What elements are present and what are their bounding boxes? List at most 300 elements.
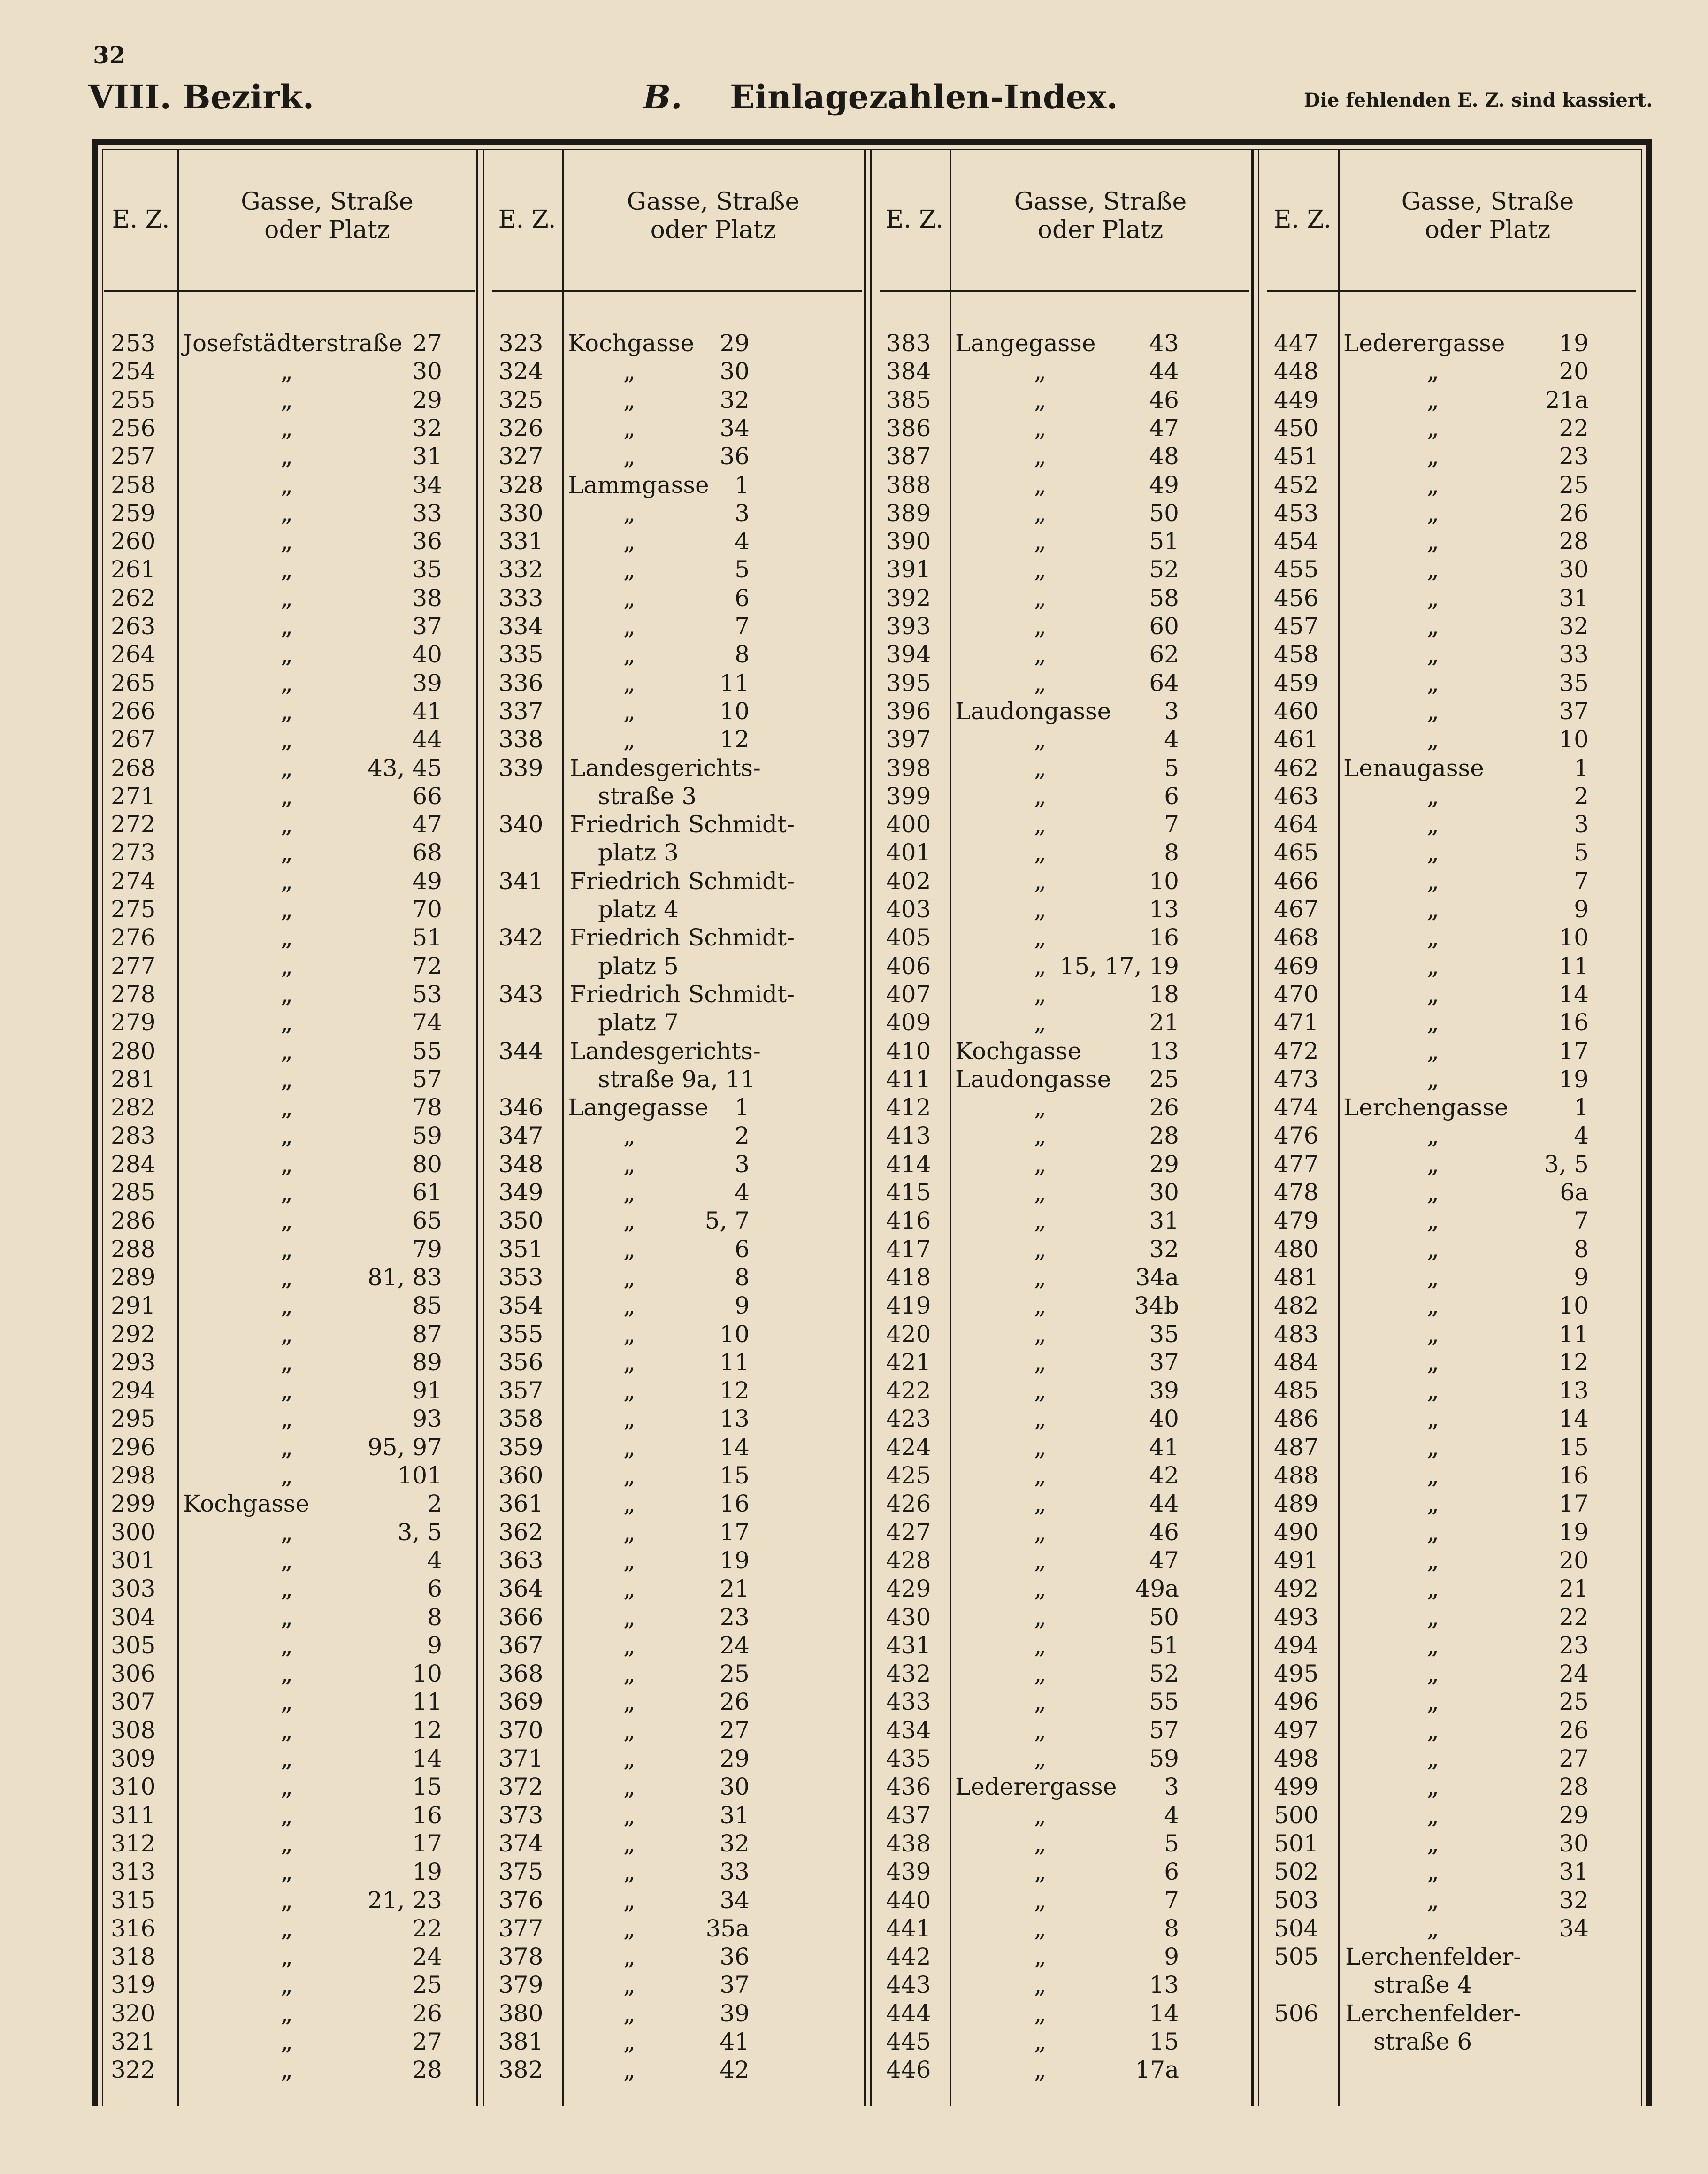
ditto-mark: „ [1034, 358, 1046, 385]
ditto-mark: „ [1427, 471, 1439, 499]
entry-number: 412 [886, 1094, 931, 1122]
entry-number: 311 [111, 1801, 156, 1829]
house-number: 10 [1559, 1292, 1589, 1320]
house-number: 48 [1149, 443, 1179, 470]
entry-number: 361 [498, 1490, 544, 1518]
entry-number: 502 [1274, 1858, 1319, 1886]
entry-number: 259 [111, 499, 156, 527]
house-number: 6 [735, 1235, 750, 1263]
house-number: 39 [1149, 1377, 1179, 1405]
house-number: 65 [412, 1207, 442, 1235]
entry-number: 378 [498, 1943, 544, 1971]
entry-number: 342 [498, 924, 544, 952]
house-number: 15 [1559, 1433, 1589, 1461]
column-divider [483, 149, 484, 2106]
house-number: 21 [1559, 1575, 1589, 1603]
entry-number: 308 [111, 1716, 156, 1744]
entry-number: 332 [498, 556, 544, 584]
entry-number: 477 [1274, 1150, 1319, 1178]
house-number: 36 [720, 1943, 750, 1971]
ditto-mark: „ [1034, 414, 1046, 442]
house-number: 35 [412, 556, 442, 584]
house-number: 26 [720, 1688, 750, 1716]
entry-number: 483 [1274, 1320, 1319, 1348]
house-number: 13 [1149, 896, 1179, 923]
entry-number: 405 [886, 924, 931, 952]
entry-number: 456 [1274, 584, 1319, 612]
house-number: 44 [1149, 358, 1179, 385]
street-name: Lerchenfelder- [1345, 1943, 1522, 1971]
house-number: 31 [1149, 1207, 1179, 1235]
ditto-mark: „ [623, 584, 636, 612]
house-number: 14 [1559, 1405, 1589, 1433]
entry-number: 446 [886, 2056, 931, 2084]
house-number: 30 [1149, 1179, 1179, 1206]
entry-number: 500 [1274, 1801, 1319, 1829]
house-number: 2 [735, 1122, 750, 1150]
ditto-mark: „ [623, 1745, 636, 1772]
entry-number: 409 [886, 1009, 931, 1037]
entry-number: 312 [111, 1829, 156, 1857]
entry-number: 379 [498, 1971, 544, 1999]
house-number: 46 [1149, 1518, 1179, 1546]
ditto-mark: „ [281, 1405, 293, 1433]
entry-number: 356 [498, 1348, 544, 1376]
ditto-mark: „ [1034, 726, 1046, 753]
house-number: 95, 97 [367, 1433, 442, 1461]
house-number: 68 [412, 839, 442, 867]
entry-number: 443 [886, 1971, 931, 1999]
entry-number: 255 [111, 386, 156, 414]
column-divider [864, 149, 866, 2106]
entry-number: 414 [886, 1150, 931, 1178]
house-number: 35 [1559, 669, 1589, 697]
house-number: 42 [720, 2056, 750, 2084]
house-number: 93 [412, 1405, 442, 1433]
house-number: 30 [412, 358, 442, 385]
house-number: 23 [1559, 1631, 1589, 1659]
entry-number: 310 [111, 1773, 156, 1801]
house-number: 46 [1149, 386, 1179, 414]
house-number: 11 [1559, 952, 1589, 980]
house-number: 9 [1574, 896, 1589, 923]
entry-number: 271 [111, 782, 156, 810]
ditto-mark: „ [1034, 2028, 1046, 2055]
house-number: 62 [1149, 641, 1179, 668]
entry-number: 261 [111, 556, 156, 584]
house-number: 81, 83 [367, 1263, 442, 1291]
entry-number: 320 [111, 1999, 156, 2027]
house-number: 28 [1559, 1773, 1589, 1801]
ditto-mark: „ [1034, 1348, 1046, 1376]
column-divider [476, 149, 478, 2106]
house-number: 51 [1149, 1631, 1179, 1659]
house-number: 50 [1149, 499, 1179, 527]
entry-number: 316 [111, 1914, 156, 1942]
ditto-mark: „ [1427, 556, 1439, 584]
house-number: 34 [1559, 1914, 1589, 1942]
entry-number: 505 [1274, 1943, 1319, 1971]
house-number: 10 [412, 1660, 442, 1688]
house-number: 4 [427, 1546, 442, 1574]
ditto-mark: „ [623, 1631, 636, 1659]
entry-number: 328 [498, 471, 544, 499]
street-name-continued: platz 3 [598, 839, 679, 867]
house-number: 15 [1149, 2028, 1179, 2055]
house-number: 3 [735, 499, 750, 527]
ditto-mark: „ [281, 414, 293, 442]
entry-number: 391 [886, 556, 931, 584]
entry-number: 360 [498, 1462, 544, 1489]
ditto-mark: „ [1034, 443, 1046, 470]
ditto-mark: „ [1034, 1207, 1046, 1235]
street-name: Friedrich Schmidt- [570, 811, 795, 838]
ditto-mark: „ [281, 2056, 293, 2084]
entry-number: 376 [498, 1886, 544, 1914]
house-number: 26 [412, 1999, 442, 2027]
house-number: 17 [1559, 1490, 1589, 1518]
ditto-mark: „ [1034, 811, 1046, 838]
header-street: Gasse, Straße oder Platz [241, 188, 414, 244]
house-number: 31 [412, 443, 442, 470]
entry-number: 368 [498, 1660, 544, 1688]
house-number: 51 [412, 924, 442, 952]
entry-number: 421 [886, 1348, 931, 1376]
ditto-mark: „ [281, 839, 293, 867]
house-number: 8 [427, 1603, 442, 1631]
street-name: Lenaugasse [1343, 754, 1484, 782]
entry-number: 339 [498, 754, 544, 782]
entry-number: 438 [886, 1829, 931, 1857]
house-number: 12 [412, 1716, 442, 1744]
ditto-mark: „ [1427, 1207, 1439, 1235]
street-name: Langegasse [955, 330, 1096, 357]
ditto-mark: „ [1034, 1914, 1046, 1942]
entry-number: 253 [111, 330, 156, 357]
ditto-mark: „ [1034, 1575, 1046, 1603]
house-number: 31 [1559, 584, 1589, 612]
street-name: Friedrich Schmidt- [570, 980, 795, 1008]
house-number: 25 [412, 1971, 442, 1999]
entry-number: 422 [886, 1377, 931, 1405]
entry-number: 463 [1274, 782, 1319, 810]
ditto-mark: „ [623, 697, 636, 725]
house-number: 55 [412, 1037, 442, 1065]
ditto-mark: „ [623, 641, 636, 668]
header-ez: E. Z. [498, 206, 556, 234]
entry-number: 357 [498, 1377, 544, 1405]
section-letter: B. [643, 77, 682, 116]
entry-number: 476 [1274, 1122, 1319, 1150]
entry-number: 418 [886, 1263, 931, 1291]
ditto-mark: „ [623, 1999, 636, 2027]
ez-separator [177, 149, 179, 2106]
house-number: 19 [412, 1858, 442, 1886]
entry-number: 350 [498, 1207, 544, 1235]
ditto-mark: „ [281, 1150, 293, 1178]
ditto-mark: „ [1427, 358, 1439, 385]
ditto-mark: „ [1427, 980, 1439, 1008]
entry-number: 468 [1274, 924, 1319, 952]
street-name: Lerchengasse [1343, 1094, 1509, 1122]
ditto-mark: „ [281, 641, 293, 668]
house-number: 27 [1559, 1745, 1589, 1772]
street-name: Lammgasse [568, 471, 709, 499]
house-number: 8 [735, 1263, 750, 1291]
entry-number: 292 [111, 1320, 156, 1348]
ditto-mark: „ [281, 1546, 293, 1574]
entry-number: 338 [498, 726, 544, 753]
ditto-mark: „ [1427, 1179, 1439, 1206]
entry-number: 467 [1274, 896, 1319, 923]
entry-number: 424 [886, 1433, 931, 1461]
entry-number: 375 [498, 1858, 544, 1886]
entry-number: 381 [498, 2028, 544, 2055]
header-ez: E. Z. [112, 206, 170, 234]
entry-number: 397 [886, 726, 931, 753]
entry-number: 401 [886, 839, 931, 867]
house-number: 12 [720, 726, 750, 753]
house-number: 39 [412, 669, 442, 697]
entry-number: 406 [886, 952, 931, 980]
ditto-mark: „ [623, 726, 636, 753]
ditto-mark: „ [281, 1122, 293, 1150]
entry-number: 306 [111, 1660, 156, 1688]
ditto-mark: „ [623, 2056, 636, 2084]
ditto-mark: „ [281, 386, 293, 414]
ditto-mark: „ [1034, 924, 1046, 952]
house-number: 32 [412, 414, 442, 442]
entry-number: 284 [111, 1150, 156, 1178]
entry-number: 272 [111, 811, 156, 838]
house-number: 8 [1164, 1914, 1179, 1942]
house-number: 33 [720, 1858, 750, 1886]
entry-number: 399 [886, 782, 931, 810]
entry-number: 355 [498, 1320, 544, 1348]
house-number: 28 [412, 2056, 442, 2084]
ditto-mark: „ [623, 1943, 636, 1971]
house-number: 3 [1574, 811, 1589, 838]
house-number: 42 [1149, 1462, 1179, 1489]
house-number: 10 [1149, 867, 1179, 895]
ditto-mark: „ [1034, 1518, 1046, 1546]
street-name: Kochgasse [568, 330, 695, 357]
house-number: 7 [1164, 811, 1179, 838]
entry-number: 326 [498, 414, 544, 442]
street-name-continued: straße 3 [598, 782, 697, 810]
house-number: 30 [1559, 556, 1589, 584]
entry-number: 387 [886, 443, 931, 470]
house-number: 15, 17, 19 [1059, 952, 1179, 980]
house-number: 23 [720, 1603, 750, 1631]
house-number: 28 [1559, 528, 1589, 555]
house-number: 22 [1559, 414, 1589, 442]
index-table-frame [92, 139, 1652, 2106]
house-number: 6 [735, 584, 750, 612]
ditto-mark: „ [623, 386, 636, 414]
entry-number: 466 [1274, 867, 1319, 895]
ditto-mark: „ [281, 1914, 293, 1942]
ditto-mark: „ [281, 1971, 293, 1999]
house-number: 40 [412, 641, 442, 668]
entry-number: 459 [1274, 669, 1319, 697]
entry-number: 501 [1274, 1829, 1319, 1857]
entry-number: 452 [1274, 471, 1319, 499]
house-number: 11 [412, 1688, 442, 1716]
ditto-mark: „ [281, 1688, 293, 1716]
house-number: 1 [1574, 1094, 1589, 1122]
house-number: 58 [1149, 584, 1179, 612]
entry-number: 344 [498, 1037, 544, 1065]
street-name: Kochgasse [955, 1037, 1082, 1065]
house-number: 32 [1559, 1886, 1589, 1914]
ez-separator [1338, 149, 1340, 2106]
ditto-mark: „ [1034, 669, 1046, 697]
house-number: 30 [720, 1773, 750, 1801]
ditto-mark: „ [623, 1179, 636, 1206]
house-number: 21, 23 [367, 1886, 442, 1914]
house-number: 11 [720, 1348, 750, 1376]
ditto-mark: „ [281, 1207, 293, 1235]
house-number: 8 [735, 641, 750, 668]
entry-number: 347 [498, 1122, 544, 1150]
ditto-mark: „ [623, 528, 636, 555]
house-number: 34 [412, 471, 442, 499]
ditto-mark: „ [1427, 1065, 1439, 1093]
entry-number: 349 [498, 1179, 544, 1206]
house-number: 8 [1574, 1235, 1589, 1263]
ditto-mark: „ [623, 1433, 636, 1461]
entry-number: 464 [1274, 811, 1319, 838]
entry-number: 450 [1274, 414, 1319, 442]
ditto-mark: „ [1034, 1263, 1046, 1291]
house-number: 26 [1559, 1716, 1589, 1744]
ditto-mark: „ [1034, 1745, 1046, 1772]
ditto-mark: „ [281, 613, 293, 640]
entry-number: 393 [886, 613, 931, 640]
house-number: 21a [1545, 386, 1589, 414]
house-number: 33 [412, 499, 442, 527]
ditto-mark: „ [1427, 1037, 1439, 1065]
house-number: 85 [412, 1292, 442, 1320]
house-number: 29 [1559, 1801, 1589, 1829]
ditto-mark: „ [281, 924, 293, 952]
ditto-mark: „ [281, 1858, 293, 1886]
ditto-mark: „ [1427, 1858, 1439, 1886]
ditto-mark: „ [1034, 1490, 1046, 1518]
house-number: 5 [735, 556, 750, 584]
house-number: 13 [720, 1405, 750, 1433]
entry-number: 318 [111, 1943, 156, 1971]
house-number: 17a [1135, 2056, 1179, 2084]
ditto-mark: „ [1427, 1320, 1439, 1348]
ditto-mark: „ [281, 556, 293, 584]
entry-number: 432 [886, 1660, 931, 1688]
entry-number: 453 [1274, 499, 1319, 527]
entry-number: 294 [111, 1377, 156, 1405]
house-number: 25 [720, 1660, 750, 1688]
ditto-mark: „ [623, 1829, 636, 1857]
entry-number: 385 [886, 386, 931, 414]
entry-number: 305 [111, 1631, 156, 1659]
house-number: 43, 45 [367, 754, 442, 782]
header-street: Gasse, Straße oder Platz [627, 188, 800, 244]
column-divider [1258, 149, 1259, 2106]
entry-number: 396 [886, 697, 931, 725]
house-number: 1 [1574, 754, 1589, 782]
ditto-mark: „ [281, 811, 293, 838]
ditto-mark: „ [1427, 1150, 1439, 1178]
entry-number: 298 [111, 1462, 156, 1489]
entry-number: 498 [1274, 1745, 1319, 1772]
entry-number: 440 [886, 1886, 931, 1914]
house-number: 7 [1574, 867, 1589, 895]
ditto-mark: „ [281, 443, 293, 470]
ditto-mark: „ [281, 1263, 293, 1291]
house-number: 6 [1164, 782, 1179, 810]
house-number: 29 [720, 330, 750, 357]
ditto-mark: „ [623, 613, 636, 640]
entry-number: 276 [111, 924, 156, 952]
ditto-mark: „ [623, 443, 636, 470]
ditto-mark: „ [1427, 1377, 1439, 1405]
street-name-continued: platz 4 [598, 896, 679, 923]
ditto-mark: „ [1427, 1348, 1439, 1376]
ditto-mark: „ [1427, 1914, 1439, 1942]
ditto-mark: „ [623, 1150, 636, 1178]
ditto-mark: „ [1427, 811, 1439, 838]
house-number: 27 [412, 330, 442, 357]
house-number: 3 [735, 1150, 750, 1178]
house-number: 13 [1149, 1971, 1179, 1999]
ditto-mark: „ [623, 1858, 636, 1886]
entry-number: 447 [1274, 330, 1319, 357]
ditto-mark: „ [1034, 839, 1046, 867]
house-number: 30 [720, 358, 750, 385]
entry-number: 402 [886, 867, 931, 895]
house-number: 12 [1559, 1348, 1589, 1376]
ditto-mark: „ [1427, 1716, 1439, 1744]
entry-number: 506 [1274, 1999, 1319, 2027]
ditto-mark: „ [1034, 1150, 1046, 1178]
house-number: 37 [412, 613, 442, 640]
street-name-continued: straße 9a, 11 [598, 1065, 756, 1093]
house-number: 31 [1559, 1858, 1589, 1886]
ditto-mark: „ [281, 1009, 293, 1037]
house-number: 37 [1559, 697, 1589, 725]
ditto-mark: „ [1034, 471, 1046, 499]
entry-number: 472 [1274, 1037, 1319, 1065]
house-number: 60 [1149, 613, 1179, 640]
house-number: 66 [412, 782, 442, 810]
entry-number: 499 [1274, 1773, 1319, 1801]
house-number: 1 [735, 1094, 750, 1122]
ditto-mark: „ [1034, 556, 1046, 584]
column-divider [1251, 149, 1254, 2106]
house-number: 44 [1149, 1490, 1179, 1518]
entry-number: 434 [886, 1716, 931, 1744]
entry-number: 257 [111, 443, 156, 470]
ditto-mark: „ [281, 754, 293, 782]
ditto-mark: „ [281, 1943, 293, 1971]
house-number: 101 [397, 1462, 442, 1489]
house-number: 49 [412, 867, 442, 895]
house-number: 19 [720, 1546, 750, 1574]
entry-number: 275 [111, 896, 156, 923]
ditto-mark: „ [1034, 1858, 1046, 1886]
house-number: 80 [412, 1150, 442, 1178]
entry-number: 383 [886, 330, 931, 357]
